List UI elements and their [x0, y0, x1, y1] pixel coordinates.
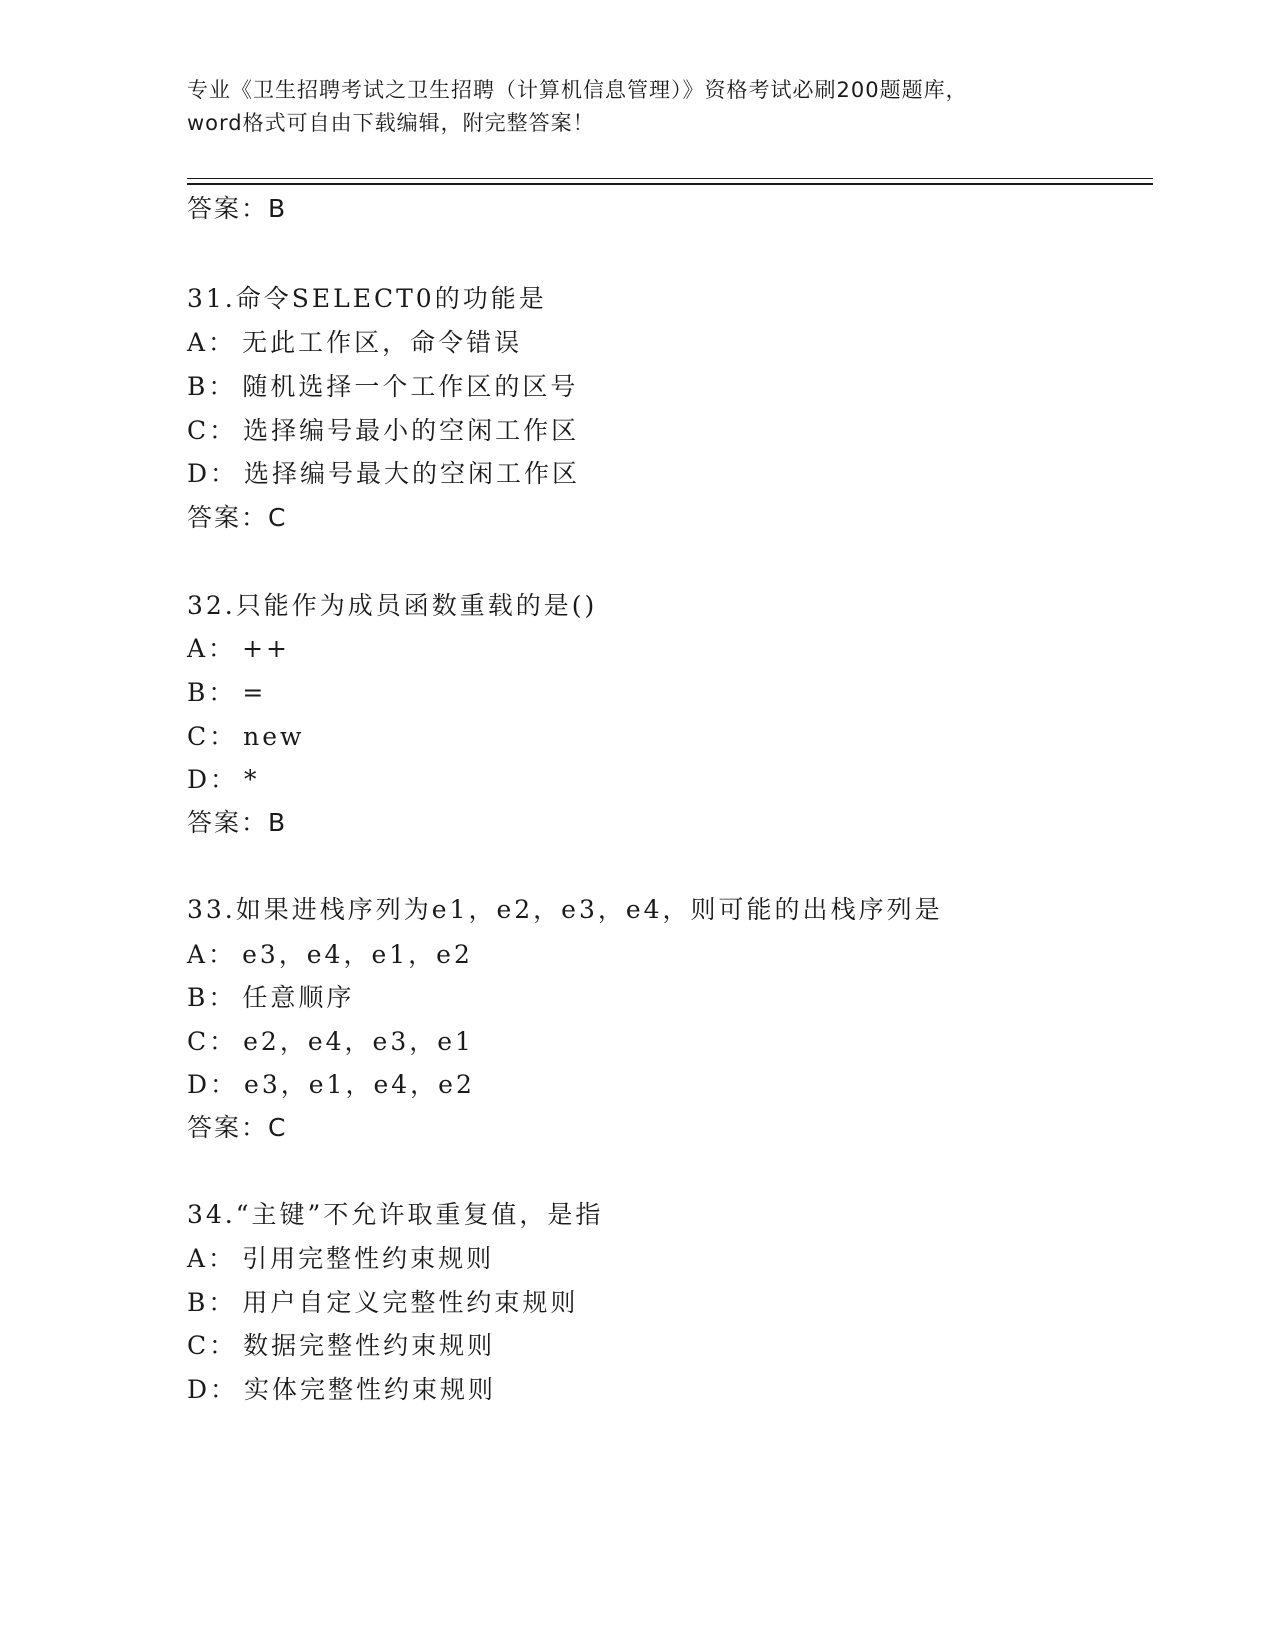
option-text: 选择编号最小的空闲工作区 — [243, 416, 580, 445]
option-letter: D： — [187, 1375, 239, 1404]
option-letter: D： — [187, 1070, 239, 1099]
question-31-answer: 答案：C — [187, 503, 288, 532]
option-text: 选择编号最大的空闲工作区 — [244, 459, 581, 488]
document-header — [187, 74, 1087, 140]
option-letter: C： — [187, 1331, 238, 1360]
header-title-line-1: 专业《卫生招聘考试之卫生招聘（计算机信息管理）》资格考试必刷200题题库， — [187, 78, 968, 102]
option-letter: A： — [187, 634, 237, 663]
previous-question-answer: 答案：B — [187, 194, 288, 223]
header-divider-thick — [187, 183, 1153, 185]
question-31-option-c — [187, 416, 579, 446]
option-letter: B： — [187, 1288, 237, 1317]
option-letter: A： — [187, 1244, 237, 1273]
option-letter: C： — [187, 722, 238, 751]
option-letter: A： — [187, 940, 237, 969]
question-32-option-c — [187, 722, 304, 752]
option-letter: B： — [187, 678, 237, 707]
option-text: 数据完整性约束规则 — [243, 1331, 496, 1360]
option-text: 用户自定义完整性约束规则 — [242, 1288, 579, 1317]
option-text: e3，e1，e4，e2 — [244, 1070, 475, 1099]
question-33-option-d — [187, 1070, 475, 1100]
question-31-option-b — [187, 372, 578, 402]
question-33-option-a — [187, 940, 473, 970]
option-text: 无此工作区，命令错误 — [242, 328, 523, 357]
question-33-answer: 答案：C — [187, 1113, 288, 1142]
option-letter: A： — [187, 328, 237, 357]
option-text: e2，e4，e3，e1 — [243, 1027, 474, 1056]
question-34-stem: 34.“主键”不允许取重复值，是指 — [187, 1200, 604, 1229]
option-letter: C： — [187, 1027, 238, 1056]
option-text: ++ — [242, 634, 290, 663]
question-32-answer: 答案：B — [187, 808, 288, 837]
question-34-option-a — [187, 1244, 494, 1274]
question-34-option-d — [187, 1375, 496, 1405]
option-letter: D： — [187, 765, 239, 794]
question-32-option-b — [187, 678, 266, 708]
option-text: * — [244, 765, 260, 794]
header-title-line-2: word格式可自由下载编辑，附完整答案！ — [187, 111, 595, 135]
option-letter: B： — [187, 983, 237, 1012]
question-31-option-a — [187, 328, 522, 358]
question-32-stem: 32.只能作为成员函数重载的是() — [187, 591, 598, 620]
question-33-stem: 33.如果进栈序列为e1，e2，e3，e4，则可能的出栈序列是 — [187, 895, 943, 924]
question-33-option-b — [187, 983, 354, 1013]
option-text: 实体完整性约束规则 — [244, 1375, 497, 1404]
question-32-option-d — [187, 765, 260, 795]
option-text: 随机选择一个工作区的区号 — [242, 372, 579, 401]
option-text: 任意顺序 — [242, 983, 355, 1012]
question-31-stem: 31.命令SELECT0的功能是 — [187, 284, 547, 313]
header-divider-thin — [187, 178, 1153, 179]
question-32-option-a — [187, 634, 290, 664]
question-33-option-c — [187, 1027, 474, 1057]
option-text: 引用完整性约束规则 — [242, 1244, 495, 1273]
option-letter: D： — [187, 459, 239, 488]
option-letter: C： — [187, 416, 238, 445]
question-31-option-d — [187, 459, 580, 489]
question-34-option-c — [187, 1331, 495, 1361]
question-34-option-b — [187, 1288, 578, 1318]
option-letter: B： — [187, 372, 237, 401]
option-text: e3，e4，e1，e2 — [242, 940, 473, 969]
option-text: = — [242, 678, 267, 707]
option-text: new — [243, 722, 305, 751]
